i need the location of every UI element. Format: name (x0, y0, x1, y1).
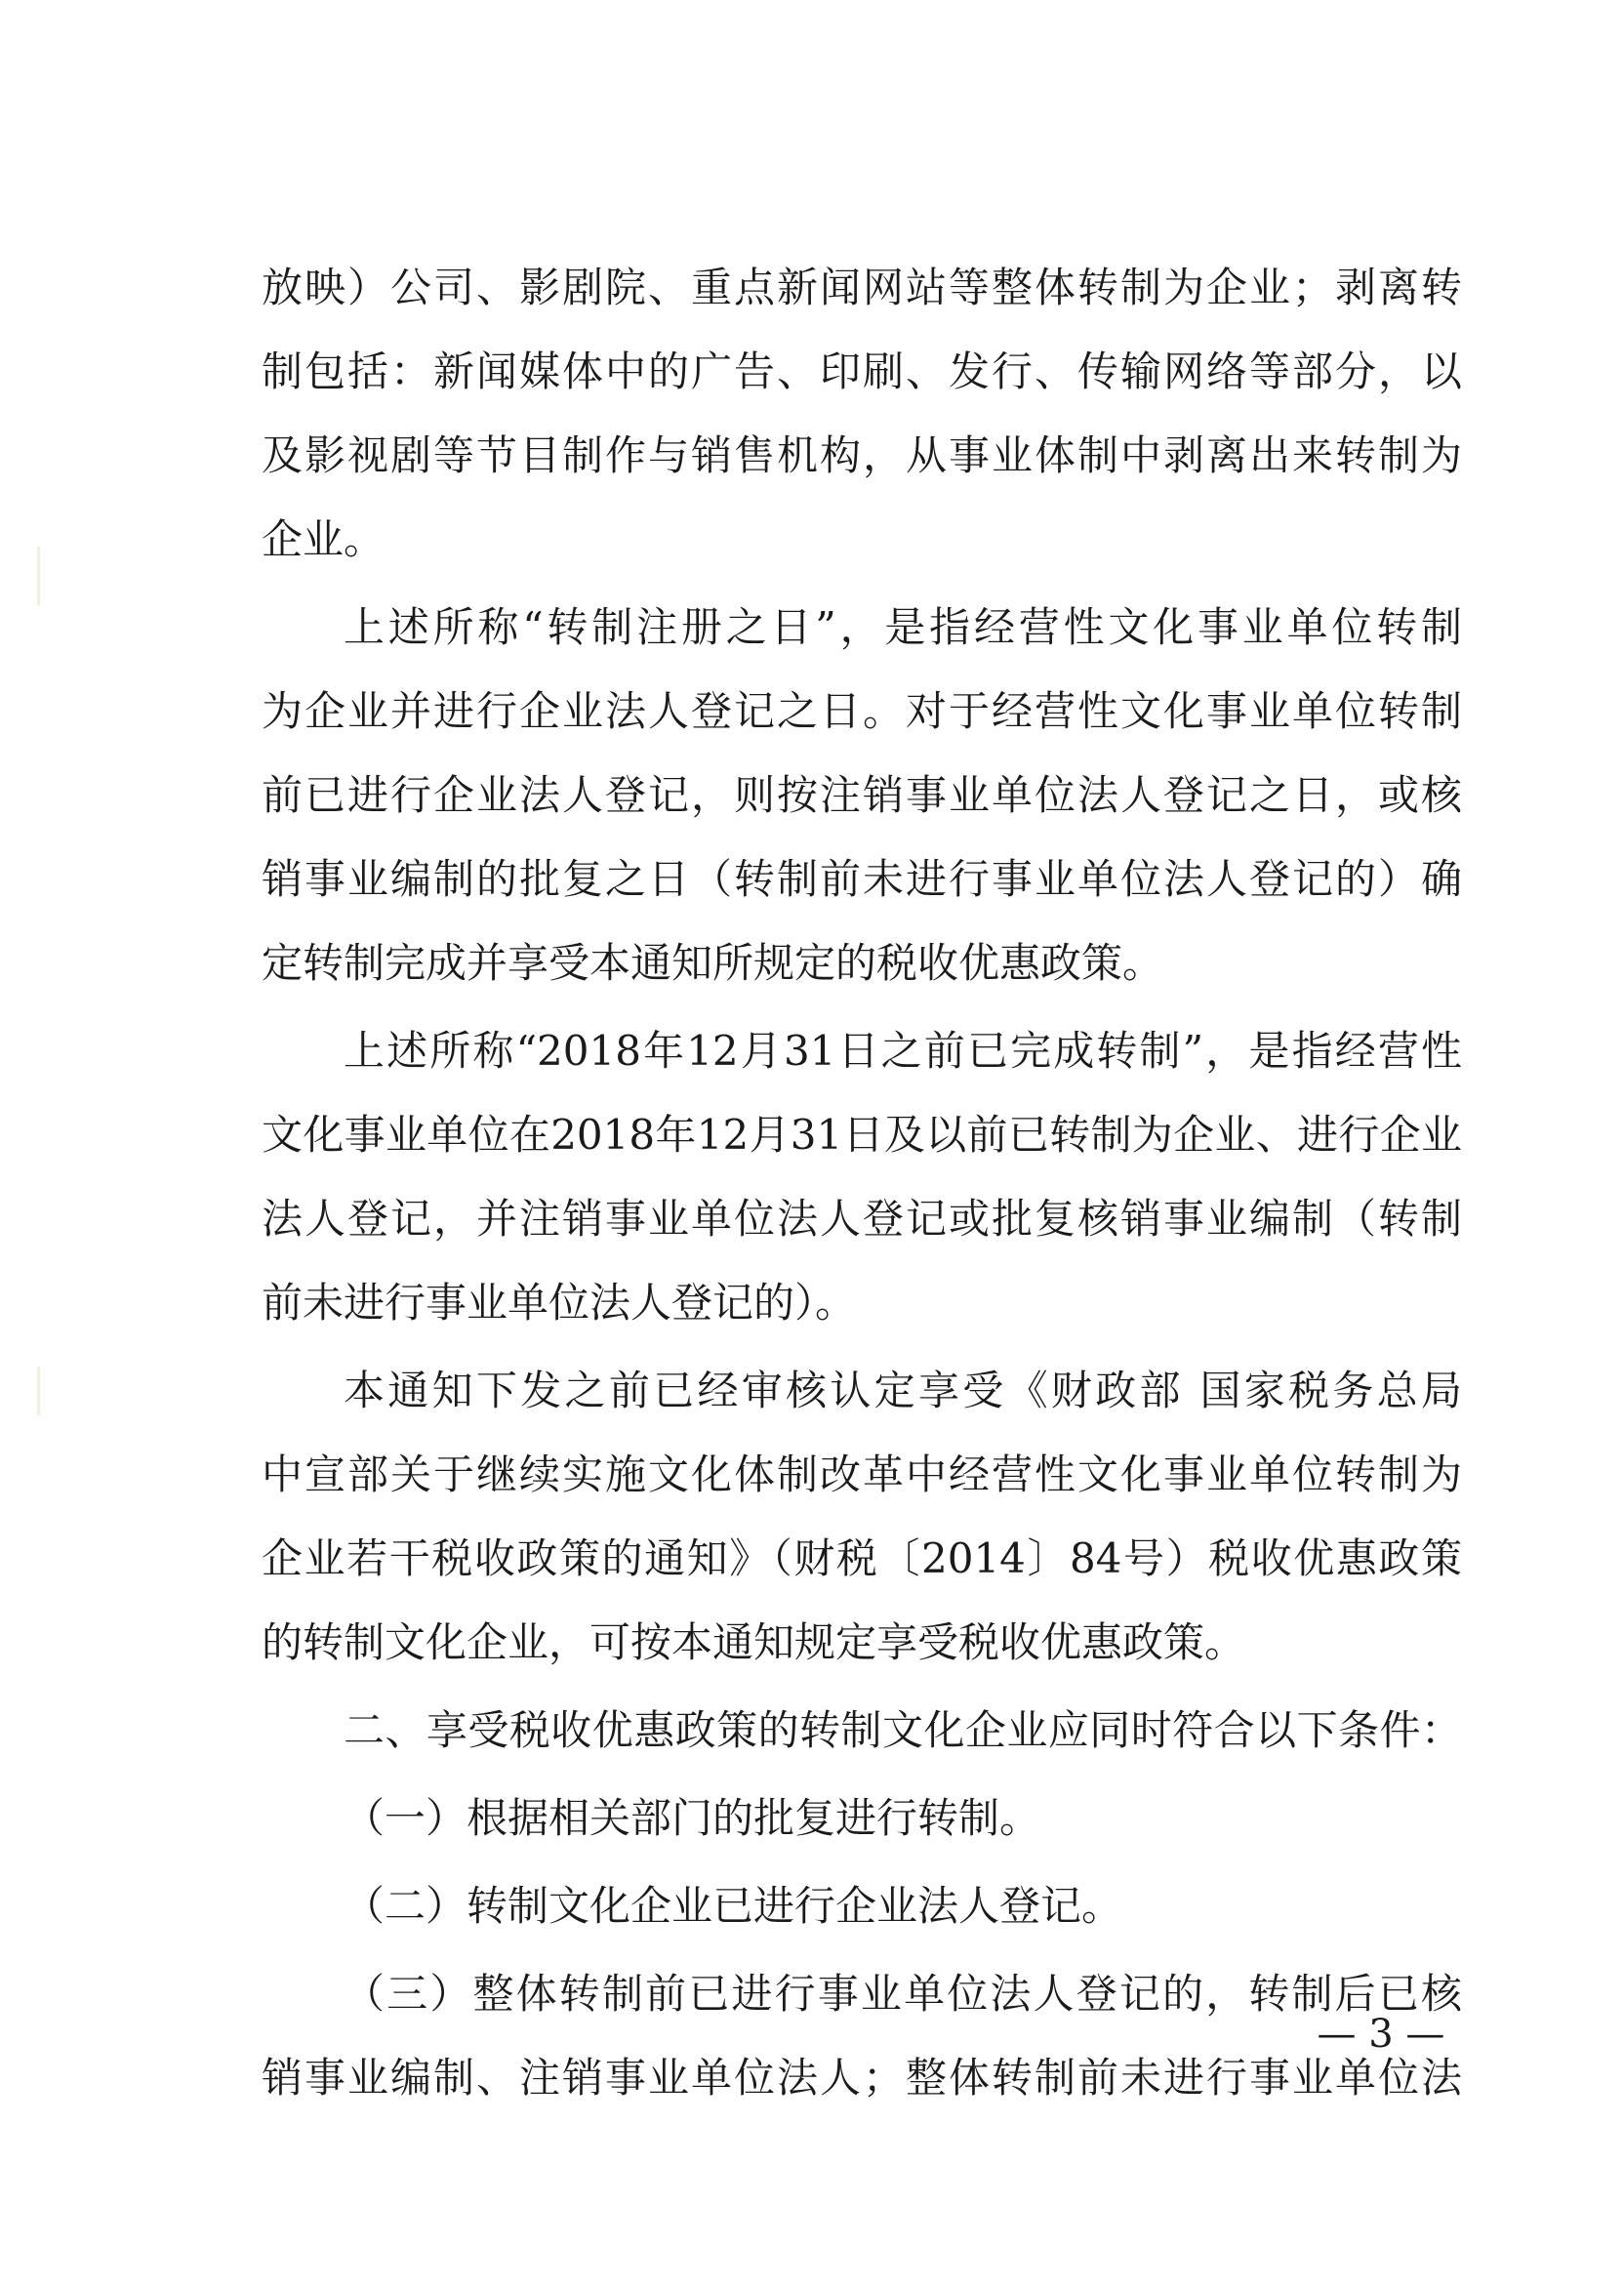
text-line: 销事业编制、注销事业单位法人；整体转制前未进行事业单位法 (262, 2054, 1462, 2102)
paragraph (262, 1009, 1462, 1345)
text-line: 放映）公司、影剧院、重点新闻网站等整体转制为企业；剥离转 (262, 264, 1462, 311)
text-line: 企业。 (262, 515, 386, 563)
paragraph (262, 1689, 1462, 1773)
text-line: 上述所称“转制注册之日”，是指经营性文化事业单位转制 (344, 603, 1462, 651)
text-line: 企业若干税收政策的通知》（财税〔2014〕84号）税收优惠政策 (262, 1534, 1462, 1582)
text-line: 前未进行事业单位法人登记的）。 (262, 1279, 857, 1327)
text-line: 的转制文化企业，可按本通知规定享受税收优惠政策。 (262, 1618, 1246, 1666)
paragraph (262, 1952, 1462, 2120)
text-line: 法人登记，并注销事业单位法人登记或批复核销事业编制（转制 (262, 1195, 1462, 1243)
paragraph (262, 1777, 1462, 1860)
text-line: 中宣部关于继续实施文化体制改革中经营性文化事业单位转制为 (262, 1450, 1462, 1498)
list-item: （一）根据相关部门的批复进行转制。 (344, 1794, 1041, 1842)
text-line: 本通知下发之前已经审核认定享受《财政部 国家税务总局 (344, 1367, 1462, 1414)
scan-binding-mark (37, 1367, 40, 1415)
text-line: 上述所称“2018年12月31日之前已完成转制”，是指经营性 (344, 1027, 1462, 1075)
text-line: 前已进行企业法人登记，则按注销事业单位法人登记之日，或核 (262, 771, 1462, 819)
text-line: 定转制完成并享受本通知所规定的税收优惠政策。 (262, 939, 1164, 987)
paragraph (262, 1349, 1462, 1685)
text-line: 及影视剧等节目制作与销售机构，从事业体制中剥离出来转制为 (262, 431, 1462, 479)
text-line: 制包括：新闻媒体中的广告、印刷、发行、传输网络等部分，以 (262, 347, 1462, 395)
text-line: 为企业并进行企业法人登记之日。对于经营性文化事业单位转制 (262, 687, 1462, 735)
paragraph (262, 586, 1462, 1005)
page-number: — 3 — (1317, 2012, 1445, 2057)
paragraph (262, 1864, 1462, 1948)
scan-binding-mark (37, 547, 40, 605)
text-line: 文化事业单位在2018年12月31日及以前已转制为企业、进行企业 (262, 1111, 1462, 1159)
section-heading: 二、享受税收优惠政策的转制文化企业应同时符合以下条件： (344, 1706, 1462, 1754)
document-body (262, 246, 1462, 2120)
text-line: 销事业编制的批复之日（转制前未进行事业单位法人登记的）确 (262, 855, 1462, 903)
list-item: （三）整体转制前已进行事业单位法人登记的，转制后已核 (344, 1970, 1462, 2018)
list-item: （二）转制文化企业已进行企业法人登记。 (344, 1882, 1123, 1930)
paragraph (262, 246, 1462, 582)
